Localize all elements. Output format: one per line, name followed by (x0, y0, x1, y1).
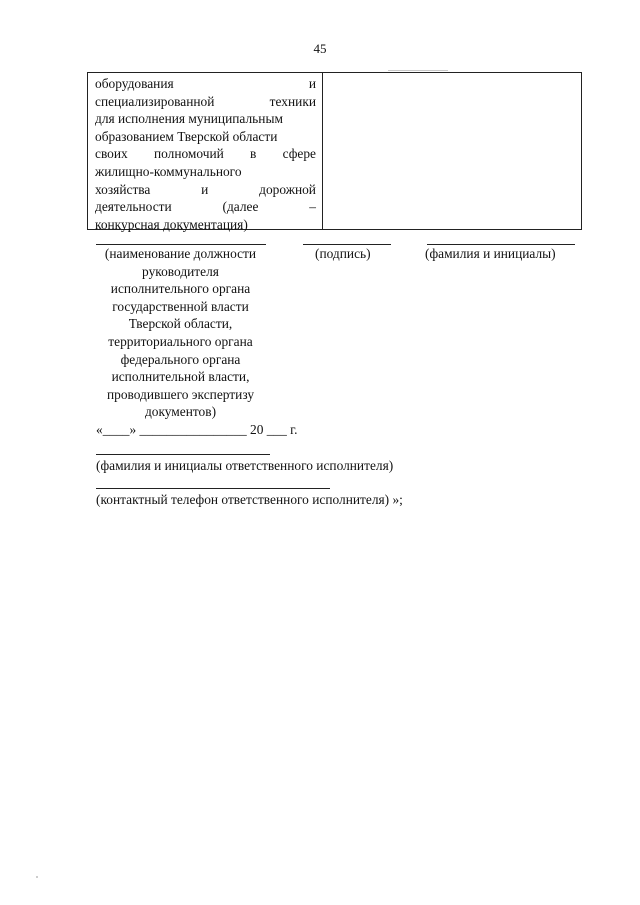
responsible-phone-caption: (контактный телефон ответственного исполнителя) »; (96, 492, 403, 507)
table-left-word: – (309, 199, 316, 215)
position-caption-line: (наименование должности (104, 246, 257, 261)
table-left-word: и (308, 76, 316, 91)
table-left-word: жилищно-коммунального (95, 163, 242, 179)
table-left-word: дорожной (259, 181, 316, 197)
table-left-word: своих (95, 146, 128, 162)
table-left-line (95, 216, 316, 234)
table-left-line (95, 93, 316, 111)
table-left-word: деятельности (95, 199, 172, 215)
table-left-line (95, 198, 316, 216)
table-left-line (95, 128, 316, 146)
table-left-word: сфере (282, 146, 316, 162)
scan-speck (36, 876, 38, 878)
document-table (87, 72, 582, 230)
position-caption-line: исполнительной власти, (111, 369, 250, 385)
signature-caption: (подпись) (315, 246, 371, 261)
position-caption-block (93, 245, 268, 421)
responsible-phone-line (96, 488, 330, 489)
table-left-line (95, 75, 316, 93)
table-right-cell (323, 73, 581, 229)
table-left-word: полномочий (153, 146, 224, 162)
position-caption-line: территориального органа (108, 333, 253, 349)
position-caption-line: руководителя (142, 263, 219, 279)
table-left-line (95, 181, 316, 199)
table-left-word: хозяйства (95, 181, 151, 197)
table-left-word: специализированной (95, 93, 215, 109)
position-caption-line: государственной власти (112, 298, 249, 314)
table-left-word: и (201, 181, 209, 197)
position-caption-line: федерального органа (120, 351, 241, 367)
top-rule (388, 70, 448, 71)
table-left-line (95, 163, 316, 181)
name-caption: (фамилия и инициалы) (425, 246, 556, 261)
page-number: 45 (313, 41, 327, 56)
table-left-word: в (250, 146, 257, 162)
table-left-word: (далее (222, 199, 259, 215)
position-caption-line: исполнительного органа (110, 281, 251, 297)
table-left-word: техники (269, 93, 316, 109)
table-left-word: для исполнения муниципальным (95, 111, 283, 127)
date-line: «____» ________________ 20 ___ г. (96, 422, 298, 437)
table-left-line (95, 145, 316, 163)
table-left-cell (88, 73, 323, 232)
table-left-word: образованием Тверской области (95, 128, 278, 144)
responsible-name-line (96, 454, 270, 455)
table-left-word: оборудования (95, 76, 174, 91)
responsible-name-caption: (фамилия и инициалы ответственного исполнителя) (96, 458, 394, 473)
position-caption-line: документов) (144, 404, 217, 420)
table-left-line (95, 110, 316, 128)
position-caption-line: проводившего экспертизу (106, 386, 255, 402)
table-left-word: конкурсная документация) (95, 216, 248, 232)
position-caption-line: Тверской области, (128, 316, 233, 332)
